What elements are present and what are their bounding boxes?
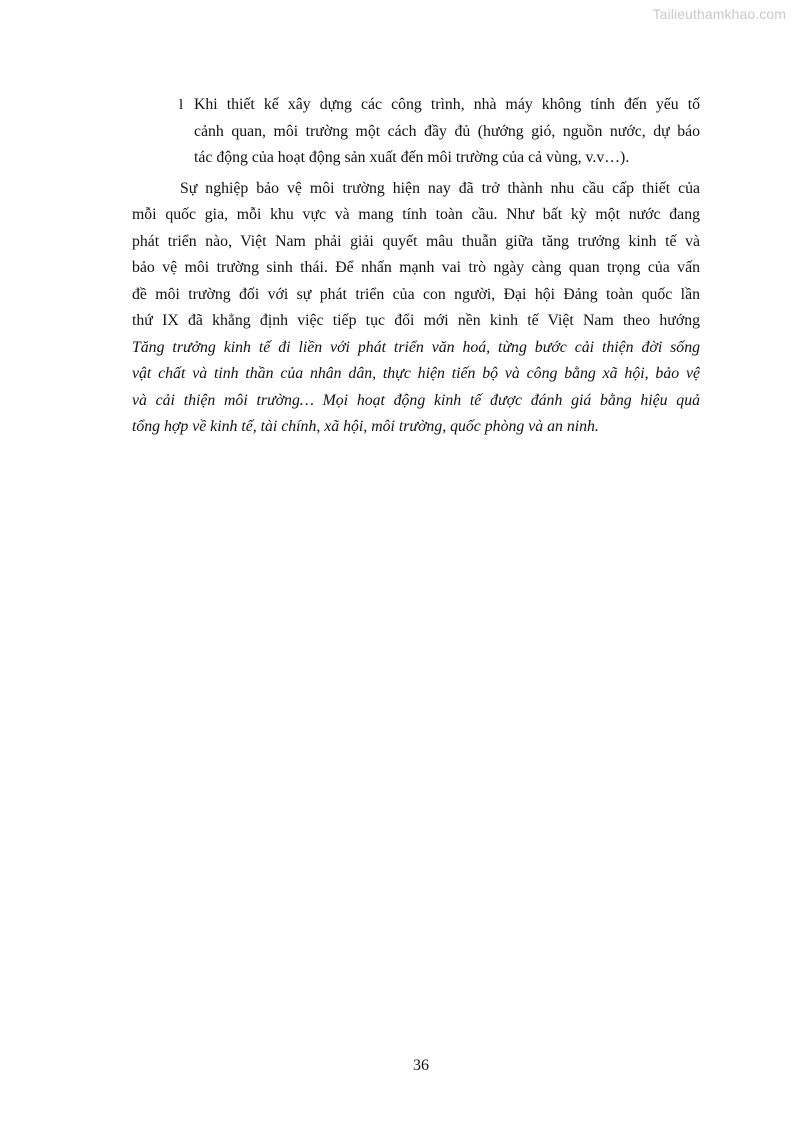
quoted-line: Tăng trưởng kinh tế đi liền với phát triển văn hoá, từng bước cải thiện đời sống	[132, 338, 700, 356]
bullet-line: Khi thiết kế xây dựng các công trình, nhà máy không tính đến yếu tố	[194, 96, 700, 113]
bullet-marker: l	[179, 97, 184, 113]
quoted-line: vật chất và tinh thần của nhân dân, thực hiện tiến bộ và công bằng xã hội, bảo vệ	[132, 365, 700, 382]
quoted-line: tổng hợp về kinh tế, tài chính, xã hội, môi trường, quốc phòng và an ninh.	[132, 418, 599, 435]
paragraph-line: Sự nghiệp bảo vệ môi trường hiện nay đã trở thành nhu cầu cấp thiết của	[180, 179, 700, 197]
quoted-line: và cải thiện môi trường… Mọi hoạt động kinh tế được đánh giá bằng hiệu quả	[132, 391, 700, 409]
paragraph-line: phát triển nào, Việt Nam phải giải quyết mâu thuẫn giữa tăng trưởng kinh tế và	[132, 232, 700, 250]
document-body	[132, 92, 700, 441]
bullet-line: cảnh quan, môi trường một cách đầy đủ (hướng gió, nguồn nước, dự báo	[194, 122, 700, 140]
body-paragraph	[132, 176, 700, 441]
paragraph-line: bảo vệ môi trường sinh thái. Để nhấn mạnh vai trò ngày càng quan trọng của vấn	[132, 259, 700, 276]
paragraph-line: thứ IX đã khẳng định việc tiếp tục đổi mới nền kinh tế Việt Nam theo hướng	[132, 312, 700, 329]
watermark: Tailieuthamkhao.com	[652, 6, 786, 22]
bullet-line: tác động của hoạt động sản xuất đến môi trường của cả vùng, v.v…).	[194, 149, 630, 166]
paragraph-line: đề môi trường đối với sự phát triển của con người, Đại hội Đảng toàn quốc lần	[132, 285, 700, 303]
bullet-list-item	[132, 92, 700, 172]
paragraph-line: mỗi quốc gia, mỗi khu vực và mang tính toàn cầu. Như bất kỳ một nước đang	[132, 206, 700, 223]
page-number: 36	[413, 1057, 429, 1074]
